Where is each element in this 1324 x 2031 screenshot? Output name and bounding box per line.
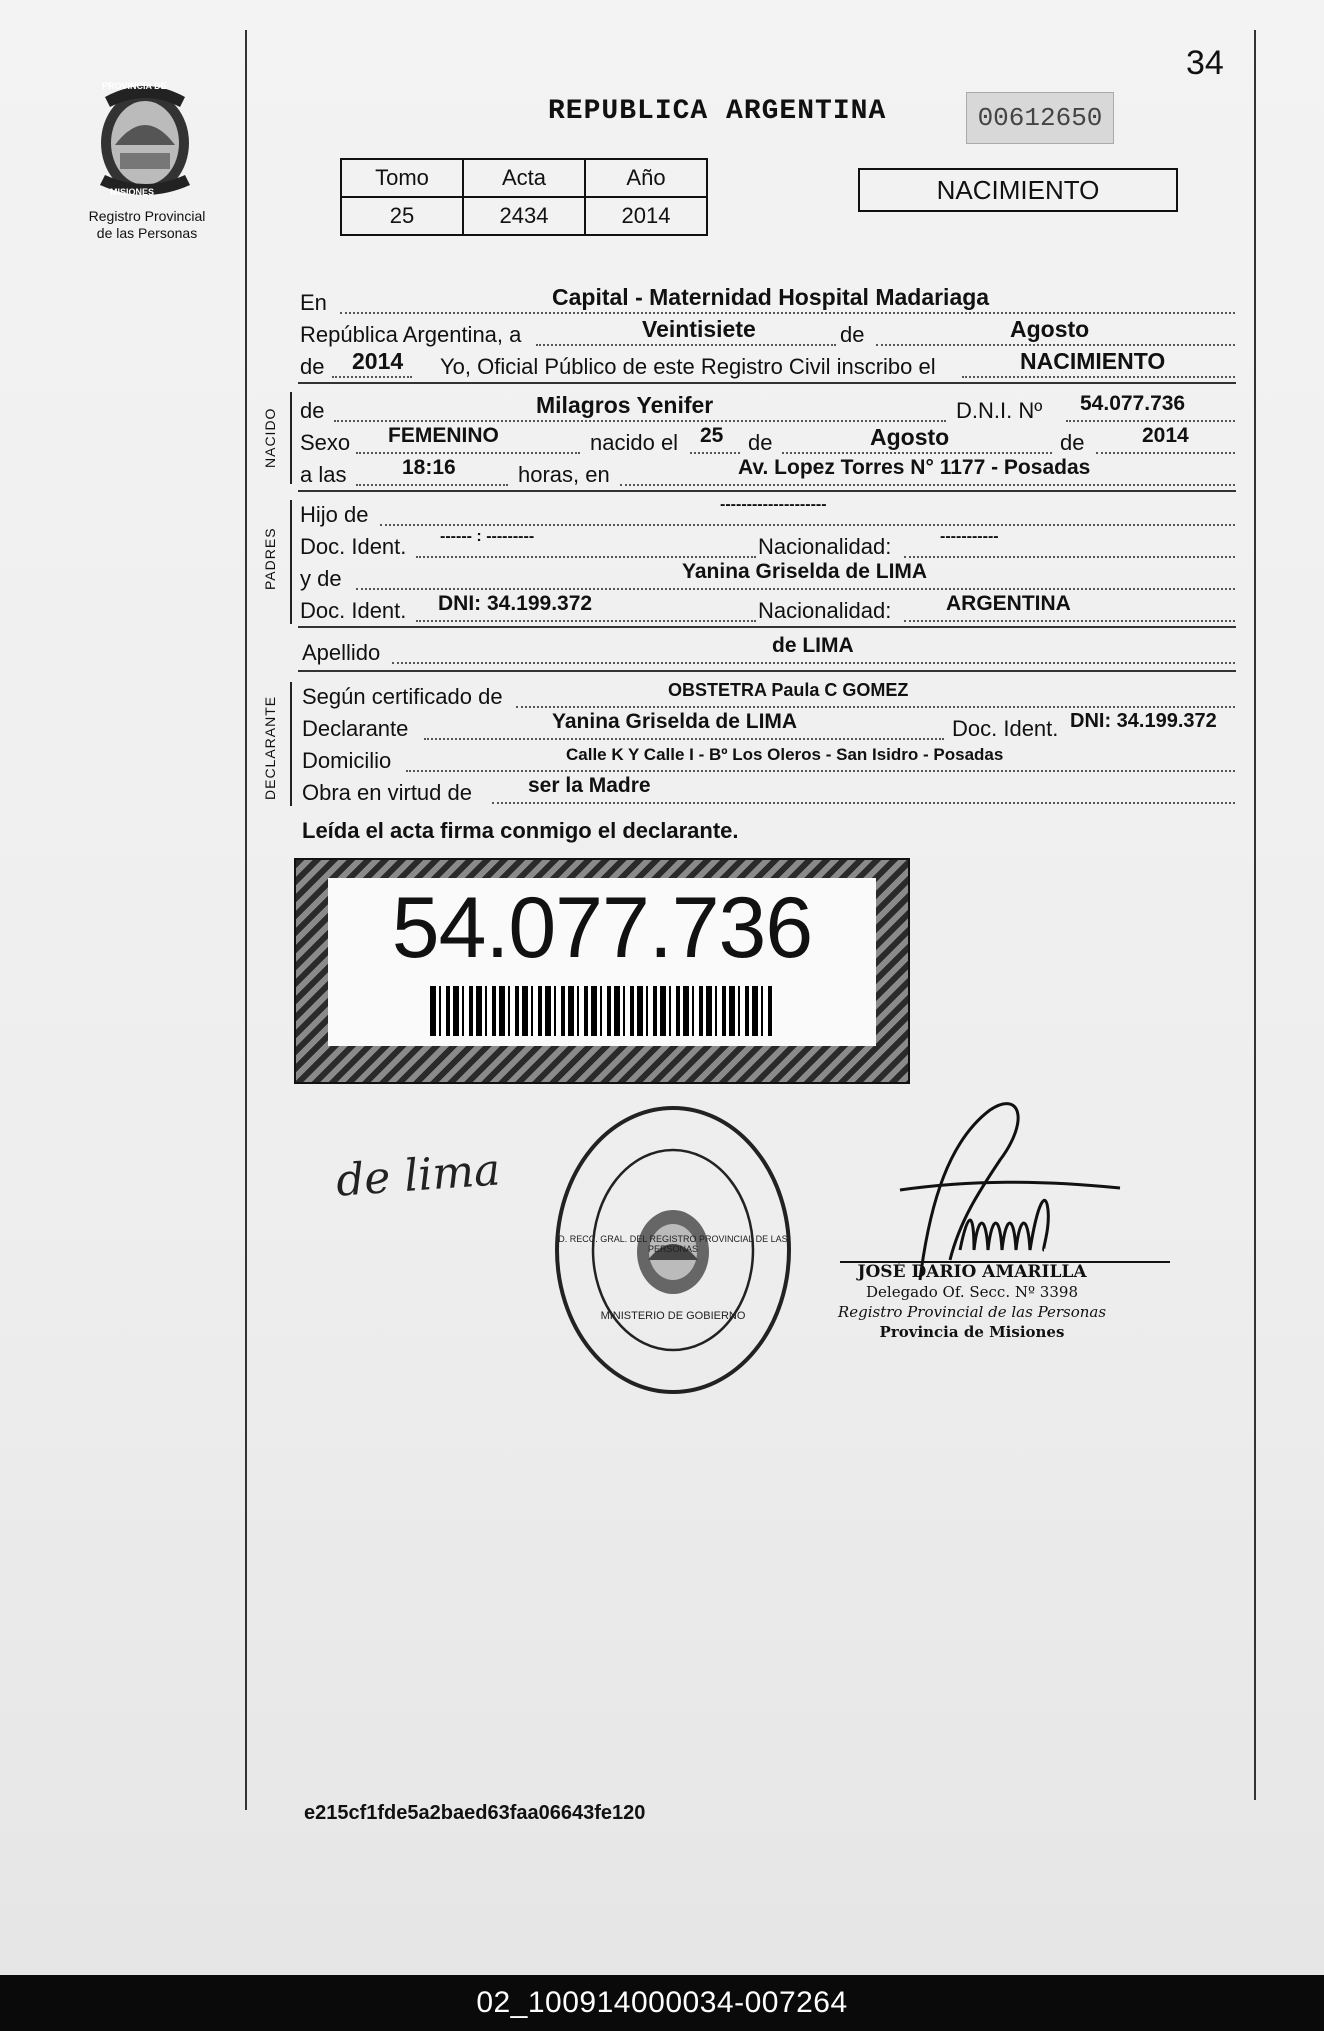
- seal-ring-text: D. RECC. GRAL. DEL REGISTRO PROVINCIAL DE LAS PERSONAS: [558, 1234, 788, 1254]
- cert-label: Según certificado de: [302, 684, 503, 709]
- father-doc-value: ------ : ---------: [440, 528, 535, 545]
- republica-label: República Argentina, a: [300, 322, 522, 347]
- alas-label: a las: [300, 462, 347, 487]
- padres-bracket: [290, 500, 292, 624]
- dom-value: Calle K Y Calle I - Bº Los Oleros - San Isidro - Posadas: [566, 745, 1004, 764]
- nacido-de-label-2: de: [748, 430, 773, 455]
- dom-label: Domicilio: [302, 748, 392, 773]
- month-value: Agosto: [1010, 316, 1090, 342]
- document-hash: e215cf1fde5a2baed63faa06643fe120: [304, 1802, 646, 1824]
- registry-line-2: de las Personas: [96, 225, 198, 241]
- document-type-box: NACIMIENTO: [858, 168, 1178, 212]
- yo-label: Yo, Oficial Público de este Registro Civil inscribo el: [440, 354, 936, 379]
- province-logo: [80, 75, 210, 205]
- obra-value: ser la Madre: [528, 774, 651, 797]
- table-header-tomo: Tomo: [341, 159, 463, 197]
- mother-value: Yanina Griselda de LIMA: [682, 560, 928, 583]
- seal-inner-text: MINISTERIO DE GOBIERNO: [600, 1310, 746, 1322]
- row-obra: [302, 774, 1235, 810]
- divider-1: [298, 382, 1236, 384]
- declarante-section-label: DECLARANTE: [262, 695, 278, 800]
- de2-label: de: [300, 354, 325, 379]
- logo-text-bottom: MISIONES: [110, 187, 155, 197]
- dni-value: 54.077.736: [1080, 392, 1186, 415]
- father-nac-label: Nacionalidad:: [758, 534, 892, 559]
- nacido-section-label: NACIDO: [262, 407, 278, 468]
- father-value: --------------------: [720, 496, 827, 513]
- signatory-name: JOSÉ DARIO AMARILLA: [857, 1262, 1087, 1282]
- mother-nac-label: Nacionalidad:: [758, 598, 892, 623]
- row-declarante: [302, 710, 1235, 746]
- row-yo: [300, 348, 1235, 384]
- row-domicilio: [302, 745, 1235, 778]
- scan-footer-id: 02_100914000034-007264: [0, 1975, 1324, 2031]
- hijo-label: Hijo de: [300, 502, 369, 527]
- right-margin-line: [1254, 30, 1256, 1800]
- decl-label: Declarante: [302, 716, 409, 741]
- father-nac-value: -----------: [940, 528, 999, 545]
- row-apellido: [302, 634, 1235, 670]
- type-value: NACIMIENTO: [1020, 348, 1166, 374]
- year-value: 2014: [352, 348, 404, 374]
- page-number: 34: [1186, 44, 1224, 82]
- apellido-value: de LIMA: [772, 634, 854, 657]
- official-seal: [548, 1100, 798, 1400]
- id-label-sticker: [294, 858, 910, 1084]
- table-value-tomo: 25: [341, 197, 463, 235]
- divider-4: [298, 670, 1236, 672]
- dni-label: D.N.I. Nº: [956, 398, 1043, 423]
- label-number: 54.077.736: [391, 880, 813, 976]
- nacido-de-label-3: de: [1060, 430, 1085, 455]
- child-name-value: Milagros Yenifer: [536, 392, 714, 418]
- father-doc-label: Doc. Ident.: [300, 534, 407, 559]
- birth-month-value: Agosto: [870, 424, 950, 450]
- de-label: de: [840, 322, 865, 347]
- place-value: Av. Lopez Torres N° 1177 - Posadas: [738, 456, 1091, 479]
- mother-nac-value: ARGENTINA: [946, 592, 1071, 615]
- mother-doc-label: Doc. Ident.: [300, 598, 407, 623]
- logo-text-top: PROVINCIA DE: [102, 81, 167, 91]
- left-margin-line: [245, 30, 247, 1810]
- signatory-block: [822, 1262, 1122, 1342]
- obra-label: Obra en virtud de: [302, 780, 472, 805]
- cert-value: OBSTETRA Paula C GOMEZ: [668, 680, 909, 700]
- closing-statement: Leída el acta firma conmigo el declarante.: [302, 818, 739, 843]
- row-mother-doc: [300, 592, 1235, 628]
- registry-line-1: Registro Provincial: [88, 208, 206, 224]
- nacido-bracket: [290, 392, 292, 484]
- padres-section-label: PADRES: [262, 527, 278, 590]
- en-label: En: [300, 290, 327, 315]
- divider-3: [298, 626, 1236, 628]
- serial-number: 00612650: [966, 92, 1114, 144]
- coat-of-arms-icon: [80, 75, 210, 205]
- decl-doc-label: Doc. Ident.: [952, 716, 1059, 741]
- sexo-value: FEMENINO: [388, 424, 499, 447]
- declarante-bracket: [290, 682, 292, 806]
- birth-day-value: 25: [700, 424, 724, 447]
- table-value-anio: 2014: [585, 197, 707, 235]
- table-header-acta: Acta: [463, 159, 585, 197]
- nacido-de-label: de: [300, 398, 325, 423]
- row-en: [300, 284, 1235, 320]
- signatory-line-4: Provincia de Misiones: [879, 1323, 1065, 1341]
- table-value-acta: 2434: [463, 197, 585, 235]
- nacido-el-label: nacido el: [590, 430, 679, 455]
- signatory-line-2: Delegado Of. Secc. Nº 3398: [866, 1283, 1078, 1301]
- registry-name: [72, 208, 222, 242]
- horas-label: horas, en: [518, 462, 610, 487]
- handwritten-note: de lima: [334, 1144, 502, 1207]
- decl-value: Yanina Griselda de LIMA: [552, 710, 798, 733]
- en-value: Capital - Maternidad Hospital Madariaga: [552, 284, 990, 310]
- label-inner: [328, 878, 876, 1046]
- apellido-label: Apellido: [302, 640, 381, 665]
- tomo-acta-anio-table: [340, 158, 708, 236]
- barcode: [430, 986, 774, 1036]
- divider-2: [298, 490, 1236, 492]
- mother-doc-value: DNI: 34.199.372: [438, 592, 593, 615]
- time-value: 18:16: [402, 456, 456, 479]
- decl-doc-value: DNI: 34.199.372: [1070, 710, 1217, 732]
- day-value: Veintisiete: [642, 316, 756, 342]
- row-time: [300, 456, 1235, 492]
- birth-year-value: 2014: [1142, 424, 1189, 447]
- sexo-label: Sexo: [300, 430, 351, 455]
- table-header-anio: Año: [585, 159, 707, 197]
- yde-label: y de: [300, 566, 342, 591]
- signatory-line-3: Registro Provincial de las Personas: [837, 1303, 1107, 1321]
- country-title: REPUBLICA ARGENTINA: [548, 96, 887, 127]
